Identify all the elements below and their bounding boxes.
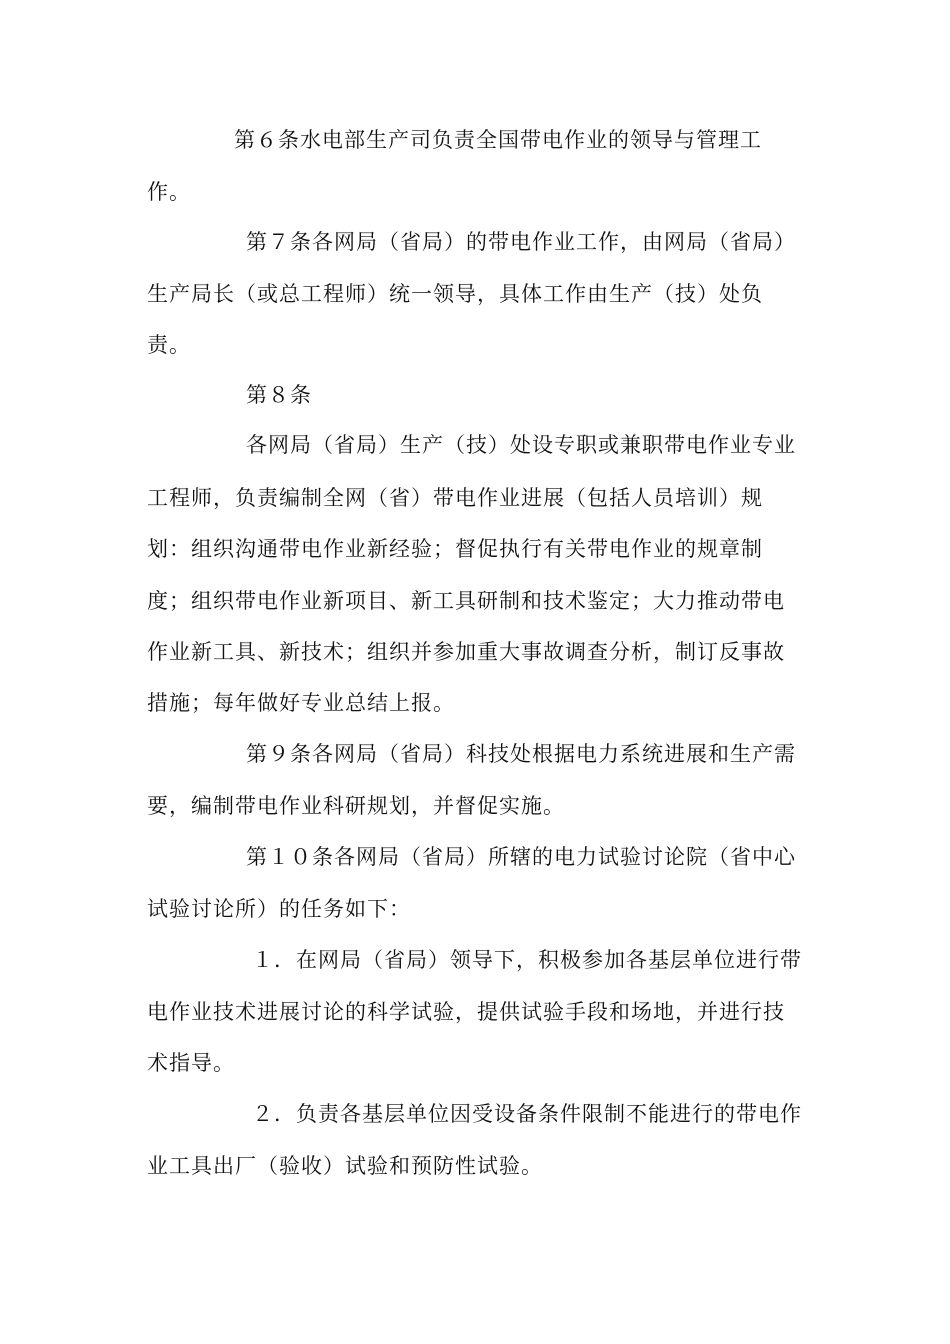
text-line: 划：组织沟通带电作业新经验；督促执行有关带电作业的规章制 — [147, 537, 763, 561]
text-line: 工程师，负责编制全网（省）带电作业进展（包括人员培训）规 — [147, 486, 763, 510]
text-line: ２．负责各基层单位因受设备条件限制不能进行的带电作 — [252, 1102, 802, 1126]
text-line: 第８条 — [246, 383, 312, 407]
text-line: 术指导。 — [147, 1051, 235, 1075]
text-line: 作。 — [147, 180, 191, 204]
text-line: 业工具出厂（验收）试验和预防性试验。 — [147, 1154, 543, 1178]
text-line: 责。 — [147, 333, 191, 357]
text-line: 作业新工具、新技术；组织并参加重大事故调查分析，制订反事故 — [147, 640, 785, 664]
text-line: 第１０条各网局（省局）所辖的电力试验讨论院（省中心 — [246, 845, 796, 869]
text-line: 生产局长（或总工程师）统一领导，具体工作由生产（技）处负 — [147, 282, 763, 306]
text-line: 电作业技术进展讨论的科学试验，提供试验手段和场地，并进行技 — [147, 1000, 785, 1024]
text-line: 各网局（省局）生产（技）处设专职或兼职带电作业专业 — [246, 433, 796, 457]
text-line: 度；组织带电作业新项目、新工具研制和技术鉴定；大力推动带电 — [147, 589, 785, 613]
text-line: 第７条各网局（省局）的带电作业工作，由网局（省局） — [246, 230, 796, 254]
text-line: 要，编制带电作业科研规划，并督促实施。 — [147, 794, 565, 818]
text-line: 试验讨论所）的任务如下： — [147, 897, 411, 921]
text-line: 第９条各网局（省局）科技处根据电力系统进展和生产需 — [246, 742, 796, 766]
text-line: 第６条水电部生产司负责全国带电作业的领导与管理工 — [234, 128, 762, 152]
text-line: １．在网局（省局）领导下，积极参加各基层单位进行带 — [252, 948, 802, 972]
text-line: 措施；每年做好专业总结上报。 — [147, 691, 455, 715]
